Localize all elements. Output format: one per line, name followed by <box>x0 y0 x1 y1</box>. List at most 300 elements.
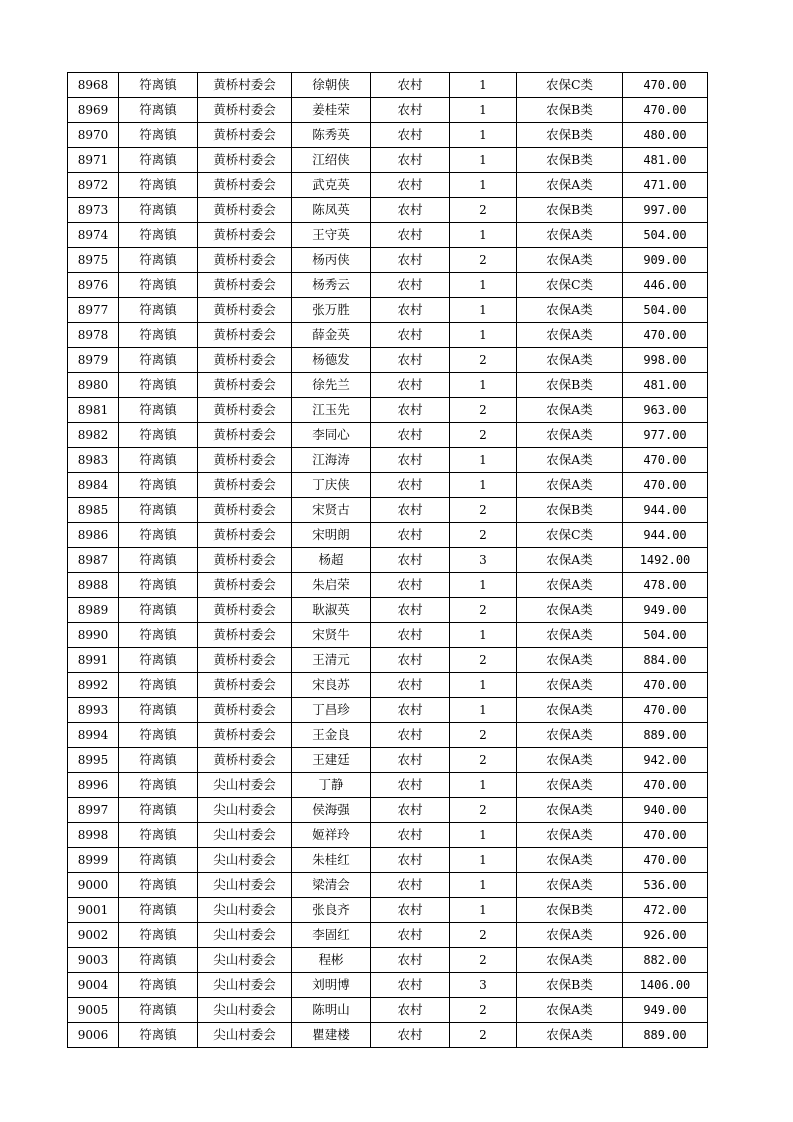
village-cell: 黄桥村委会 <box>198 148 292 173</box>
category-cell: 农保B类 <box>517 123 623 148</box>
name-cell: 朱桂红 <box>292 848 371 873</box>
table-row <box>68 298 708 323</box>
town-cell: 符离镇 <box>119 73 198 98</box>
town-cell: 符离镇 <box>119 398 198 423</box>
table-row <box>68 998 708 1023</box>
name-cell: 江绍侠 <box>292 148 371 173</box>
town-cell: 符离镇 <box>119 523 198 548</box>
name-cell: 王守英 <box>292 223 371 248</box>
town-cell: 符离镇 <box>119 648 198 673</box>
table-row <box>68 248 708 273</box>
category-cell: 农保A类 <box>517 598 623 623</box>
area-type-cell: 农村 <box>371 273 450 298</box>
category-cell: 农保A类 <box>517 473 623 498</box>
serial-cell: 8981 <box>68 398 119 423</box>
household-count-cell: 1 <box>450 223 517 248</box>
category-cell: 农保A类 <box>517 323 623 348</box>
serial-cell: 8968 <box>68 73 119 98</box>
area-type-cell: 农村 <box>371 598 450 623</box>
household-count-cell: 2 <box>450 923 517 948</box>
name-cell: 张万胜 <box>292 298 371 323</box>
village-cell: 黄桥村委会 <box>198 323 292 348</box>
town-cell: 符离镇 <box>119 623 198 648</box>
category-cell: 农保A类 <box>517 623 623 648</box>
category-cell: 农保A类 <box>517 248 623 273</box>
household-count-cell: 1 <box>450 623 517 648</box>
table-row <box>68 223 708 248</box>
table-row <box>68 273 708 298</box>
area-type-cell: 农村 <box>371 523 450 548</box>
area-type-cell: 农村 <box>371 723 450 748</box>
table-row <box>68 598 708 623</box>
table-row <box>68 98 708 123</box>
area-type-cell: 农村 <box>371 398 450 423</box>
area-type-cell: 农村 <box>371 923 450 948</box>
village-cell: 黄桥村委会 <box>198 723 292 748</box>
household-count-cell: 2 <box>450 198 517 223</box>
category-cell: 农保A类 <box>517 298 623 323</box>
village-cell: 黄桥村委会 <box>198 73 292 98</box>
area-type-cell: 农村 <box>371 848 450 873</box>
amount-cell: 471.00 <box>623 173 708 198</box>
category-cell: 农保A类 <box>517 923 623 948</box>
town-cell: 符离镇 <box>119 323 198 348</box>
household-count-cell: 2 <box>450 398 517 423</box>
category-cell: 农保A类 <box>517 548 623 573</box>
category-cell: 农保A类 <box>517 998 623 1023</box>
village-cell: 黄桥村委会 <box>198 373 292 398</box>
amount-cell: 504.00 <box>623 623 708 648</box>
serial-cell: 8970 <box>68 123 119 148</box>
area-type-cell: 农村 <box>371 248 450 273</box>
village-cell: 黄桥村委会 <box>198 173 292 198</box>
amount-cell: 997.00 <box>623 198 708 223</box>
village-cell: 尖山村委会 <box>198 873 292 898</box>
table-row <box>68 198 708 223</box>
town-cell: 符离镇 <box>119 698 198 723</box>
town-cell: 符离镇 <box>119 898 198 923</box>
roster-table <box>67 72 708 1048</box>
amount-cell: 926.00 <box>623 923 708 948</box>
amount-cell: 940.00 <box>623 798 708 823</box>
table-row <box>68 873 708 898</box>
village-cell: 黄桥村委会 <box>198 123 292 148</box>
town-cell: 符离镇 <box>119 948 198 973</box>
household-count-cell: 2 <box>450 748 517 773</box>
name-cell: 江玉先 <box>292 398 371 423</box>
amount-cell: 504.00 <box>623 223 708 248</box>
category-cell: 农保C类 <box>517 273 623 298</box>
village-cell: 黄桥村委会 <box>198 473 292 498</box>
name-cell: 杨超 <box>292 548 371 573</box>
amount-cell: 882.00 <box>623 948 708 973</box>
category-cell: 农保A类 <box>517 448 623 473</box>
village-cell: 尖山村委会 <box>198 823 292 848</box>
table-row <box>68 498 708 523</box>
name-cell: 宋明朗 <box>292 523 371 548</box>
town-cell: 符离镇 <box>119 223 198 248</box>
serial-cell: 8973 <box>68 198 119 223</box>
household-count-cell: 1 <box>450 673 517 698</box>
table-row <box>68 648 708 673</box>
table-row <box>68 573 708 598</box>
category-cell: 农保A类 <box>517 648 623 673</box>
amount-cell: 942.00 <box>623 748 708 773</box>
amount-cell: 446.00 <box>623 273 708 298</box>
village-cell: 尖山村委会 <box>198 948 292 973</box>
name-cell: 姬祥玲 <box>292 823 371 848</box>
table-row <box>68 173 708 198</box>
town-cell: 符离镇 <box>119 173 198 198</box>
amount-cell: 884.00 <box>623 648 708 673</box>
area-type-cell: 农村 <box>371 948 450 973</box>
household-count-cell: 3 <box>450 973 517 998</box>
table-row <box>68 923 708 948</box>
household-count-cell: 2 <box>450 798 517 823</box>
village-cell: 黄桥村委会 <box>198 698 292 723</box>
village-cell: 尖山村委会 <box>198 773 292 798</box>
serial-cell: 8997 <box>68 798 119 823</box>
serial-cell: 8977 <box>68 298 119 323</box>
name-cell: 宋贤古 <box>292 498 371 523</box>
village-cell: 黄桥村委会 <box>198 348 292 373</box>
name-cell: 徐先兰 <box>292 373 371 398</box>
village-cell: 尖山村委会 <box>198 898 292 923</box>
name-cell: 张良齐 <box>292 898 371 923</box>
amount-cell: 949.00 <box>623 598 708 623</box>
amount-cell: 481.00 <box>623 148 708 173</box>
amount-cell: 944.00 <box>623 498 708 523</box>
serial-cell: 9002 <box>68 923 119 948</box>
table-row <box>68 848 708 873</box>
amount-cell: 944.00 <box>623 523 708 548</box>
area-type-cell: 农村 <box>371 898 450 923</box>
name-cell: 朱启荣 <box>292 573 371 598</box>
village-cell: 黄桥村委会 <box>198 748 292 773</box>
table-row <box>68 798 708 823</box>
name-cell: 丁静 <box>292 773 371 798</box>
household-count-cell: 1 <box>450 898 517 923</box>
area-type-cell: 农村 <box>371 698 450 723</box>
household-count-cell: 2 <box>450 248 517 273</box>
category-cell: 农保A类 <box>517 573 623 598</box>
household-count-cell: 1 <box>450 823 517 848</box>
amount-cell: 889.00 <box>623 1023 708 1048</box>
table-row <box>68 1023 708 1048</box>
category-cell: 农保A类 <box>517 698 623 723</box>
serial-cell: 8992 <box>68 673 119 698</box>
village-cell: 尖山村委会 <box>198 1023 292 1048</box>
household-count-cell: 1 <box>450 773 517 798</box>
area-type-cell: 农村 <box>371 298 450 323</box>
town-cell: 符离镇 <box>119 973 198 998</box>
name-cell: 武克英 <box>292 173 371 198</box>
household-count-cell: 1 <box>450 173 517 198</box>
town-cell: 符离镇 <box>119 798 198 823</box>
table-row <box>68 448 708 473</box>
amount-cell: 470.00 <box>623 98 708 123</box>
amount-cell: 470.00 <box>623 73 708 98</box>
serial-cell: 8986 <box>68 523 119 548</box>
village-cell: 黄桥村委会 <box>198 648 292 673</box>
village-cell: 黄桥村委会 <box>198 398 292 423</box>
table-row <box>68 673 708 698</box>
table-row <box>68 73 708 98</box>
serial-cell: 8990 <box>68 623 119 648</box>
serial-cell: 8994 <box>68 723 119 748</box>
serial-cell: 8988 <box>68 573 119 598</box>
town-cell: 符离镇 <box>119 998 198 1023</box>
table-row <box>68 348 708 373</box>
household-count-cell: 2 <box>450 1023 517 1048</box>
amount-cell: 949.00 <box>623 998 708 1023</box>
household-count-cell: 1 <box>450 148 517 173</box>
town-cell: 符离镇 <box>119 598 198 623</box>
town-cell: 符离镇 <box>119 273 198 298</box>
serial-cell: 8976 <box>68 273 119 298</box>
serial-cell: 9003 <box>68 948 119 973</box>
town-cell: 符离镇 <box>119 248 198 273</box>
category-cell: 农保A类 <box>517 1023 623 1048</box>
village-cell: 黄桥村委会 <box>198 98 292 123</box>
village-cell: 黄桥村委会 <box>198 198 292 223</box>
town-cell: 符离镇 <box>119 448 198 473</box>
village-cell: 黄桥村委会 <box>198 673 292 698</box>
village-cell: 黄桥村委会 <box>198 248 292 273</box>
household-count-cell: 1 <box>450 73 517 98</box>
serial-cell: 9001 <box>68 898 119 923</box>
serial-cell: 8974 <box>68 223 119 248</box>
amount-cell: 963.00 <box>623 398 708 423</box>
household-count-cell: 2 <box>450 998 517 1023</box>
area-type-cell: 农村 <box>371 573 450 598</box>
amount-cell: 470.00 <box>623 823 708 848</box>
town-cell: 符离镇 <box>119 748 198 773</box>
amount-cell: 480.00 <box>623 123 708 148</box>
category-cell: 农保A类 <box>517 673 623 698</box>
household-count-cell: 2 <box>450 523 517 548</box>
category-cell: 农保C类 <box>517 73 623 98</box>
area-type-cell: 农村 <box>371 173 450 198</box>
town-cell: 符离镇 <box>119 423 198 448</box>
name-cell: 陈凤英 <box>292 198 371 223</box>
village-cell: 黄桥村委会 <box>198 498 292 523</box>
serial-cell: 9000 <box>68 873 119 898</box>
area-type-cell: 农村 <box>371 348 450 373</box>
amount-cell: 977.00 <box>623 423 708 448</box>
town-cell: 符离镇 <box>119 823 198 848</box>
name-cell: 李固红 <box>292 923 371 948</box>
name-cell: 丁庆侠 <box>292 473 371 498</box>
town-cell: 符离镇 <box>119 123 198 148</box>
household-count-cell: 2 <box>450 498 517 523</box>
area-type-cell: 农村 <box>371 473 450 498</box>
household-count-cell: 1 <box>450 273 517 298</box>
household-count-cell: 2 <box>450 423 517 448</box>
name-cell: 薛金英 <box>292 323 371 348</box>
household-count-cell: 2 <box>450 723 517 748</box>
village-cell: 黄桥村委会 <box>198 273 292 298</box>
amount-cell: 909.00 <box>623 248 708 273</box>
name-cell: 王清元 <box>292 648 371 673</box>
category-cell: 农保C类 <box>517 523 623 548</box>
amount-cell: 504.00 <box>623 298 708 323</box>
village-cell: 黄桥村委会 <box>198 448 292 473</box>
name-cell: 陈秀英 <box>292 123 371 148</box>
table-row <box>68 623 708 648</box>
area-type-cell: 农村 <box>371 548 450 573</box>
serial-cell: 9004 <box>68 973 119 998</box>
area-type-cell: 农村 <box>371 148 450 173</box>
serial-cell: 9006 <box>68 1023 119 1048</box>
name-cell: 杨秀云 <box>292 273 371 298</box>
area-type-cell: 农村 <box>371 673 450 698</box>
serial-cell: 8983 <box>68 448 119 473</box>
table-body <box>68 73 708 1048</box>
table-row <box>68 773 708 798</box>
category-cell: 农保A类 <box>517 348 623 373</box>
category-cell: 农保B类 <box>517 373 623 398</box>
category-cell: 农保A类 <box>517 848 623 873</box>
area-type-cell: 农村 <box>371 1023 450 1048</box>
household-count-cell: 2 <box>450 948 517 973</box>
village-cell: 尖山村委会 <box>198 998 292 1023</box>
category-cell: 农保A类 <box>517 948 623 973</box>
area-type-cell: 农村 <box>371 198 450 223</box>
household-count-cell: 1 <box>450 848 517 873</box>
table-row <box>68 398 708 423</box>
serial-cell: 8987 <box>68 548 119 573</box>
amount-cell: 470.00 <box>623 323 708 348</box>
category-cell: 农保A类 <box>517 223 623 248</box>
category-cell: 农保A类 <box>517 873 623 898</box>
area-type-cell: 农村 <box>371 748 450 773</box>
name-cell: 姜桂荣 <box>292 98 371 123</box>
town-cell: 符离镇 <box>119 723 198 748</box>
table-row <box>68 123 708 148</box>
area-type-cell: 农村 <box>371 773 450 798</box>
name-cell: 刘明博 <box>292 973 371 998</box>
table-row <box>68 548 708 573</box>
name-cell: 江海涛 <box>292 448 371 473</box>
amount-cell: 481.00 <box>623 373 708 398</box>
town-cell: 符离镇 <box>119 98 198 123</box>
serial-cell: 8971 <box>68 148 119 173</box>
serial-cell: 8996 <box>68 773 119 798</box>
table-row <box>68 473 708 498</box>
table-row <box>68 373 708 398</box>
serial-cell: 8989 <box>68 598 119 623</box>
household-count-cell: 3 <box>450 548 517 573</box>
serial-cell: 8984 <box>68 473 119 498</box>
area-type-cell: 农村 <box>371 448 450 473</box>
amount-cell: 478.00 <box>623 573 708 598</box>
area-type-cell: 农村 <box>371 223 450 248</box>
name-cell: 丁昌珍 <box>292 698 371 723</box>
amount-cell: 1406.00 <box>623 973 708 998</box>
table-row <box>68 423 708 448</box>
table-row <box>68 748 708 773</box>
serial-cell: 8978 <box>68 323 119 348</box>
village-cell: 尖山村委会 <box>198 848 292 873</box>
name-cell: 侯海强 <box>292 798 371 823</box>
village-cell: 尖山村委会 <box>198 973 292 998</box>
category-cell: 农保A类 <box>517 823 623 848</box>
area-type-cell: 农村 <box>371 648 450 673</box>
serial-cell: 8982 <box>68 423 119 448</box>
name-cell: 梁清会 <box>292 873 371 898</box>
town-cell: 符离镇 <box>119 1023 198 1048</box>
household-count-cell: 1 <box>450 298 517 323</box>
town-cell: 符离镇 <box>119 923 198 948</box>
village-cell: 尖山村委会 <box>198 923 292 948</box>
name-cell: 陈明山 <box>292 998 371 1023</box>
town-cell: 符离镇 <box>119 873 198 898</box>
area-type-cell: 农村 <box>371 973 450 998</box>
name-cell: 宋良苏 <box>292 673 371 698</box>
area-type-cell: 农村 <box>371 823 450 848</box>
table-row <box>68 523 708 548</box>
town-cell: 符离镇 <box>119 298 198 323</box>
household-count-cell: 1 <box>450 473 517 498</box>
area-type-cell: 农村 <box>371 73 450 98</box>
amount-cell: 1492.00 <box>623 548 708 573</box>
village-cell: 黄桥村委会 <box>198 223 292 248</box>
name-cell: 王建廷 <box>292 748 371 773</box>
town-cell: 符离镇 <box>119 573 198 598</box>
category-cell: 农保B类 <box>517 198 623 223</box>
category-cell: 农保A类 <box>517 173 623 198</box>
table-row <box>68 898 708 923</box>
name-cell: 王金良 <box>292 723 371 748</box>
amount-cell: 470.00 <box>623 473 708 498</box>
serial-cell: 8999 <box>68 848 119 873</box>
town-cell: 符离镇 <box>119 673 198 698</box>
household-count-cell: 2 <box>450 598 517 623</box>
table-row <box>68 973 708 998</box>
name-cell: 杨丙侠 <box>292 248 371 273</box>
amount-cell: 470.00 <box>623 673 708 698</box>
category-cell: 农保B类 <box>517 898 623 923</box>
village-cell: 黄桥村委会 <box>198 598 292 623</box>
town-cell: 符离镇 <box>119 148 198 173</box>
serial-cell: 8972 <box>68 173 119 198</box>
area-type-cell: 农村 <box>371 123 450 148</box>
category-cell: 农保A类 <box>517 398 623 423</box>
village-cell: 黄桥村委会 <box>198 548 292 573</box>
category-cell: 农保A类 <box>517 423 623 448</box>
town-cell: 符离镇 <box>119 198 198 223</box>
area-type-cell: 农村 <box>371 798 450 823</box>
amount-cell: 998.00 <box>623 348 708 373</box>
household-count-cell: 1 <box>450 573 517 598</box>
household-count-cell: 1 <box>450 698 517 723</box>
area-type-cell: 农村 <box>371 323 450 348</box>
town-cell: 符离镇 <box>119 498 198 523</box>
category-cell: 农保A类 <box>517 723 623 748</box>
serial-cell: 8979 <box>68 348 119 373</box>
serial-cell: 8991 <box>68 648 119 673</box>
village-cell: 黄桥村委会 <box>198 573 292 598</box>
amount-cell: 470.00 <box>623 848 708 873</box>
household-count-cell: 1 <box>450 873 517 898</box>
amount-cell: 470.00 <box>623 773 708 798</box>
name-cell: 耿淑英 <box>292 598 371 623</box>
town-cell: 符离镇 <box>119 348 198 373</box>
name-cell: 徐朝侠 <box>292 73 371 98</box>
village-cell: 黄桥村委会 <box>198 298 292 323</box>
serial-cell: 8995 <box>68 748 119 773</box>
